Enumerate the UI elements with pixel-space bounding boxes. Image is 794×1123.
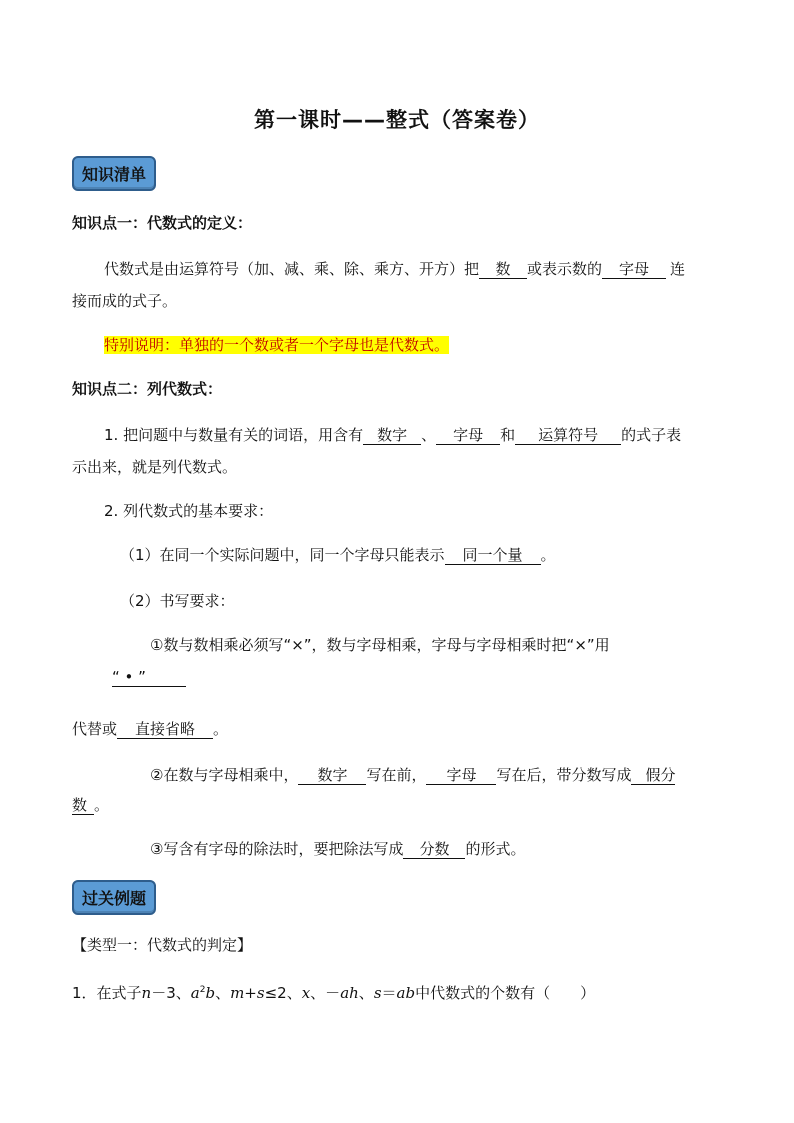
kp1-line1: 代数式是由运算符号（加、减、乘、除、乘方、开方）把 数 或表示数的 字母 连	[104, 260, 686, 278]
type1-heading: 【类型一：代数式的判定】	[72, 936, 253, 954]
blank-answer: 字母	[426, 766, 496, 785]
kp2-sub2: （2）书写要求：	[120, 592, 235, 610]
kp1-line2: 接而成的式子。	[72, 292, 178, 310]
kp2-sub1: （1）在同一个实际问题中，同一个字母只能表示 同一个量 。	[120, 546, 556, 564]
blank-answer: 假分	[631, 766, 675, 785]
kp1-note: 特别说明：单独的一个数或者一个字母也是代数式。	[104, 336, 450, 354]
rule2-line1: ②在数与字母相乘中， 数字 写在前， 字母 写在后，带分数写成 假分	[150, 766, 676, 784]
question-1: 1．在式子n－3、$a^2b$、m+s≤2、x、－ah、s＝ab中代数式的个数有（ ）	[72, 984, 596, 1002]
section-badge-knowledge: 知识清单	[72, 156, 156, 191]
blank-answer: 数字	[363, 426, 421, 445]
kp1-heading: 知识点一：代数式的定义：	[72, 214, 253, 232]
section-badge-examples: 过关例题	[72, 880, 156, 915]
kp2-heading: 知识点二：列代数式：	[72, 380, 223, 398]
blank-answer: 字母	[602, 260, 666, 279]
kp2-item1-line2: 示出来，就是列代数式。	[72, 458, 238, 476]
blank-answer: 运算符号	[515, 426, 621, 445]
kp2-item2: 2. 列代数式的基本要求：	[104, 502, 274, 520]
rule1-line1: ①数与数相乘必须写“×”，数与字母相乘，字母与字母相乘时把“×”用	[150, 636, 610, 654]
blank-answer: 同一个量	[445, 546, 541, 565]
rule3: ③写含有字母的除法时，要把除法写成 分数 的形式。	[150, 840, 526, 858]
rule2-line2: 数 。	[72, 796, 110, 814]
rule1-blank: “ • ”	[112, 668, 186, 687]
page-title: 第一课时——整式（答案卷）	[254, 108, 540, 132]
kp2-item1-line1: 1. 把问题中与数量有关的词语，用含有 数字 、 字母 和 运算符号 的式子表	[104, 426, 682, 444]
blank-answer: 字母	[436, 426, 500, 445]
blank-answer: 分数	[403, 840, 465, 859]
blank-answer: 数	[479, 260, 527, 279]
blank-answer: 直接省略	[117, 720, 213, 739]
blank-answer: 数字	[298, 766, 366, 785]
rule1-line2: 代替或 直接省略 。	[72, 720, 229, 738]
